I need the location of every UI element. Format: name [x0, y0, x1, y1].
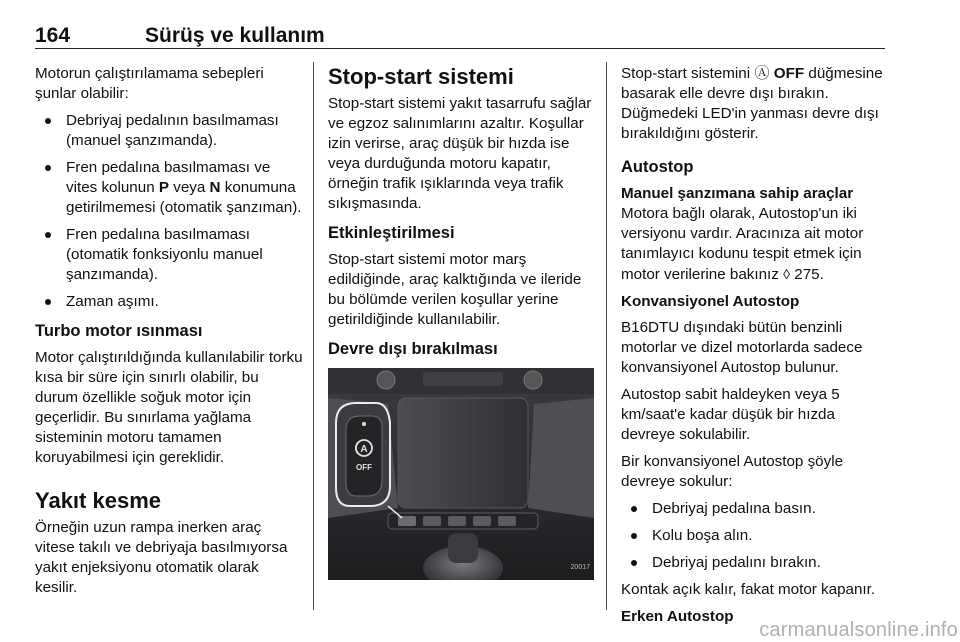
- section-heading: Turbo motor ısınması: [35, 322, 203, 340]
- paragraph: B16DTU dışındaki bütün benzinli motorlar ve dizel motorlarda sadece konvansiyonel Autostop bulunur.: [621, 319, 863, 376]
- section-heading: Autostop: [621, 158, 694, 176]
- column-divider: [606, 62, 607, 610]
- figure-id: 20017: [570, 564, 590, 571]
- list-item: Fren pedalına basılmaması ve vites kolunun P veya N konumuna getirilmemesi (otomatik şanzıman).: [35, 158, 303, 218]
- list-item: Fren pedalına basılmaması (otomatik fonksiyonlu manuel şanzımanda).: [35, 225, 303, 285]
- paragraph: Stop-start sistemini Ⓐ OFF düğmesine basarak elle devre dışı bırakın. Düğmedeki LED'in yanması devre dışı bırakıldığını gösterir.: [621, 65, 883, 142]
- paragraph: Stop-start sistemi yakıt tasarrufu sağlar ve egzoz salınımlarını azaltır. Koşullar izin verirse, araç düşük bir hızda ise veya durduğunda motoru kapatır, örneğin trafik ışıklarında veya trafik sıkışmasında.: [328, 95, 592, 212]
- gear-p-label: P: [158, 179, 170, 196]
- paragraph: Kontak açık kalır, fakat motor kapanır.: [621, 581, 876, 598]
- console-illustration: [328, 368, 594, 580]
- chapter-title: Sürüş ve kullanım: [145, 24, 325, 47]
- list-item: Debriyaj pedalını bırakın.: [621, 553, 891, 573]
- subsection-heading: Erken Autostop: [621, 608, 734, 625]
- off-label: OFF: [773, 65, 805, 82]
- page-header: [35, 18, 885, 49]
- steps-list: [621, 499, 891, 573]
- off-button-label: OFF: [356, 463, 372, 472]
- list-item: Kolu boşa alın.: [621, 526, 891, 546]
- paragraph: Motorun çalıştırılamama sebepleri şunlar olabilir:: [35, 65, 264, 102]
- autostop-off-icon: Ⓐ: [754, 65, 770, 82]
- watermark: carmanualsonline.info: [759, 619, 958, 641]
- list-item: Debriyaj pedalına basın.: [621, 499, 891, 519]
- section-heading: Yakıt kesme: [35, 488, 161, 513]
- cause-list: [35, 111, 303, 312]
- paragraph: Bir konvansiyonel Autostop şöyle devreye sokulur:: [621, 453, 844, 490]
- page-reference-arrow-icon: ◊: [783, 266, 791, 282]
- subsection-heading: Manuel şanzımana sahip araçlar: [621, 185, 854, 202]
- section-heading: Stop-start sistemi: [328, 64, 514, 89]
- column-1: [35, 64, 303, 605]
- column-3: [621, 64, 891, 627]
- column-divider: [313, 62, 314, 610]
- paragraph: Motor çalıştırıldığında kullanılabilir torku kısa bir süre için sınırlı olabilir, bu durum özellikle soğuk motor için geçerlidir. Bu sınırlama yağlama sisteminin motoru tamamen koruyabilmesi için gereklidir.: [35, 349, 303, 466]
- column-2: [328, 64, 596, 580]
- stop-start-button-figure: [328, 368, 594, 580]
- list-item: Zaman aşımı.: [35, 292, 303, 312]
- svg-text:A: A: [360, 444, 368, 455]
- paragraph: Örneğin uzun rampa inerken araç vitese takılı ve debriyaja basılmıyorsa yakıt enjeksiyonu otomatik olarak kesilir.: [35, 519, 288, 596]
- page-number: 164: [35, 24, 71, 47]
- section-heading: Etkinleştirilmesi: [328, 224, 455, 242]
- section-heading: Devre dışı bırakılması: [328, 340, 498, 358]
- paragraph: Motora bağlı olarak, Autostop'un iki versiyonu vardır. Aracınıza ait motor tanımlayıcı kodunu tespit etmek için motor verilerine bakınız ◊ 275.: [621, 205, 864, 283]
- paragraph: Autostop sabit haldeyken veya 5 km/saat'e kadar düşük bir hızda devreye sokulabilir.: [621, 386, 840, 443]
- paragraph: Stop-start sistemi motor marş edildiğinde, araç kalktığında ve ileride bu bölümde verilen koşullar yerine getirildiğinde kullanılabilir.: [328, 251, 582, 328]
- subsection-heading: Konvansiyonel Autostop: [621, 293, 800, 310]
- list-item: Debriyaj pedalının basılmaması (manuel şanzımanda).: [35, 111, 303, 151]
- gear-n-label: N: [209, 179, 221, 196]
- page-reference-link[interactable]: 275.: [794, 266, 824, 283]
